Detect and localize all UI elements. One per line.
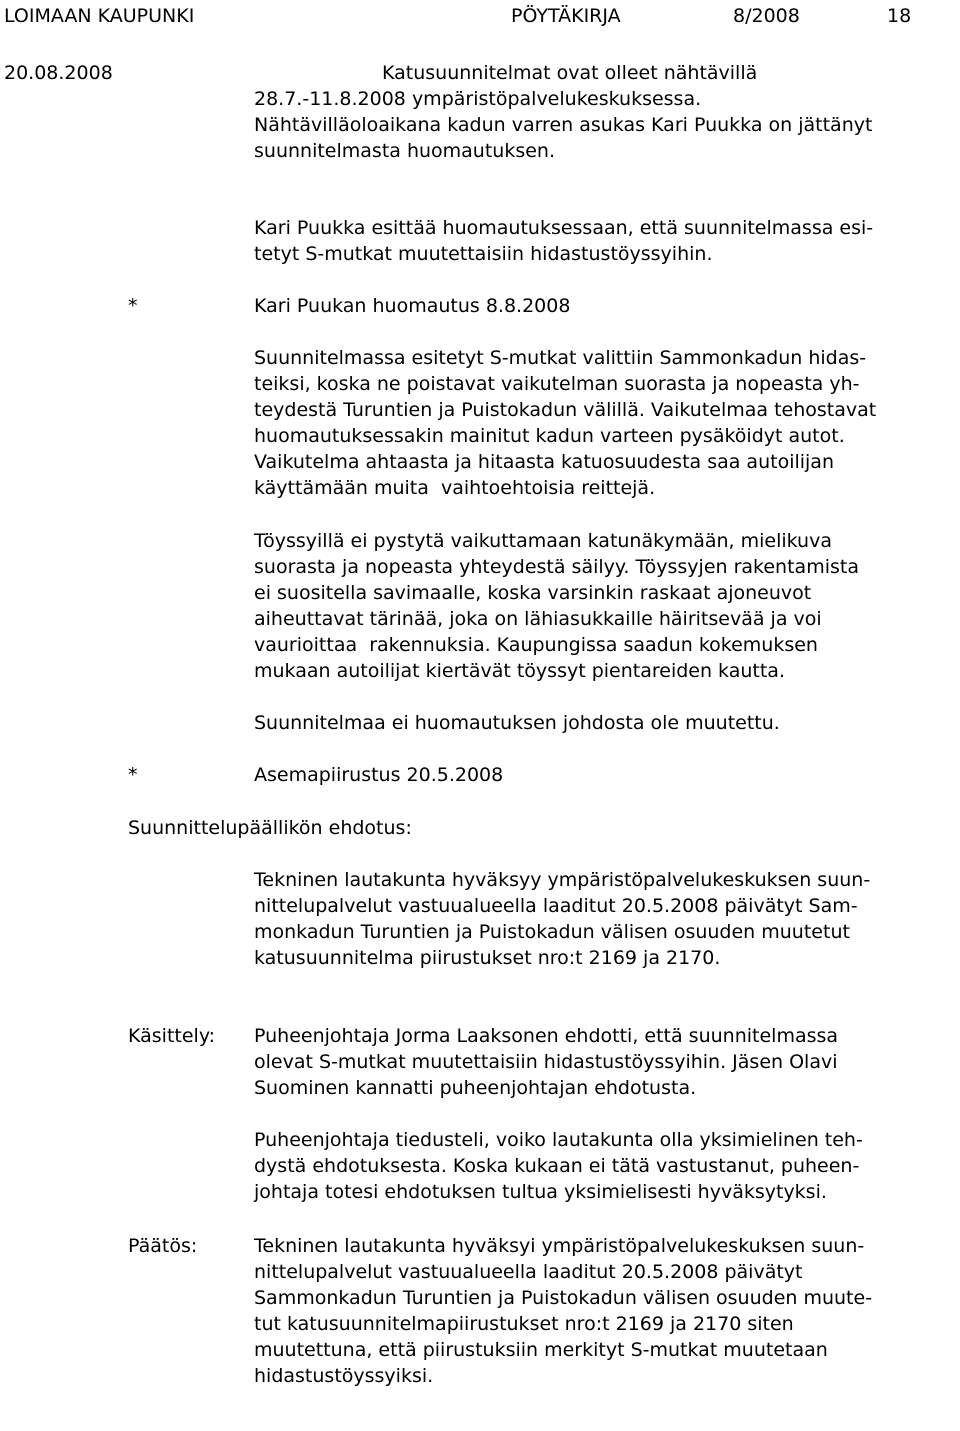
proposal-line: katusuunnitelma piirustukset nro:t 2169 ja 2170.: [254, 947, 721, 969]
conclusion-text: Suunnitelmaa ei huomautuksen johdosta ole muutettu.: [254, 712, 780, 734]
decision-line: nittelupalvelut vastuualueella laaditut 20.5.2008 päivätyt: [254, 1261, 803, 1283]
bumps-line: ei suositella savimaalle, koska varsinkin raskaat ajoneuvot: [254, 582, 812, 604]
handling-line: olevat S-mutkat muutettaisiin hidastustöyssyihin. Jäsen Olavi: [254, 1051, 838, 1073]
handling-label: Käsittely:: [128, 1025, 216, 1047]
response-line: huomautuksessakin mainitut kadun varteen pysäköidyt autot.: [254, 425, 845, 447]
response-line: teiksi, koska ne poistavat vaikutelman suorasta ja nopeasta yh-: [254, 373, 860, 395]
attachment2-text: Asemapiirustus 20.5.2008: [254, 764, 504, 786]
decision-line: Tekninen lautakunta hyväksyi ympäristöpalvelukeskuksen suun-: [254, 1235, 865, 1257]
response-paragraph: [254, 345, 954, 501]
meeting-date: 20.08.2008: [4, 62, 113, 84]
intro-line: Nähtävilläoloaikana kadun varren asukas Kari Puukka on jättänyt: [254, 114, 873, 136]
handling2-paragraph: [254, 1127, 954, 1205]
response-line: Vaikutelma ahtaasta ja hitaasta katuosuudesta saa autoilijan: [254, 451, 834, 473]
handling2-line: dystä ehdotuksesta. Koska kukaan ei tätä vastustanut, puheen-: [254, 1155, 860, 1177]
proposal-paragraph: [254, 867, 954, 971]
handling2-line: johtaja totesi ehdotuksen tultua yksimielisesti hyväksytyksi.: [254, 1181, 827, 1203]
header-doc-type: PÖYTÄKIRJA: [511, 5, 621, 27]
proposal-line: nittelupalvelut vastuualueella laaditut 20.5.2008 päivätyt Sam-: [254, 895, 858, 917]
attachment1-bullet: *: [128, 295, 138, 317]
decision-line: tut katusuunnitelmapiirustukset nro:t 2169 ja 2170 siten: [254, 1313, 794, 1335]
bumps-line: aiheuttavat tärinää, joka on lähiasukkaille häiritsevää ja voi: [254, 608, 822, 630]
decision-line: Sammonkadun Turuntien ja Puistokadun välisen osuuden muute-: [254, 1287, 873, 1309]
proposal-line: Tekninen lautakunta hyväksyy ympäristöpalvelukeskuksen suun-: [254, 869, 871, 891]
remark-line: Kari Puukka esittää huomautuksessaan, että suunnitelmassa esi-: [254, 217, 874, 239]
handling-paragraph: [254, 1023, 954, 1101]
decision-paragraph: [254, 1233, 954, 1389]
intro-line: Katusuunnitelmat ovat olleet nähtävillä: [382, 62, 758, 84]
attachment1-text: Kari Puukan huomautus 8.8.2008: [254, 295, 571, 317]
handling-line: Suominen kannatti puheenjohtajan ehdotusta.: [254, 1077, 697, 1099]
intro-line: 28.7.-11.8.2008 ympäristöpalvelukeskuksessa.: [254, 88, 702, 110]
proposal-line: monkadun Turuntien ja Puistokadun välisen osuuden muutetut: [254, 921, 850, 943]
bumps-line: Töyssyillä ei pystytä vaikuttamaan katunäkymään, mielikuva: [254, 530, 832, 552]
bumps-paragraph: [254, 528, 954, 684]
response-line: Suunnitelmassa esitetyt S-mutkat valittiin Sammonkadun hidas-: [254, 347, 867, 369]
header-page-number: 18: [887, 5, 912, 27]
intro-line: suunnitelmasta huomautuksen.: [254, 140, 556, 162]
header-doc-number: 8/2008: [733, 5, 800, 27]
remark-paragraph: [254, 215, 954, 267]
bumps-line: vaurioittaa rakennuksia. Kaupungissa saadun kokemuksen: [254, 634, 818, 656]
bumps-line: mukaan autoilijat kiertävät töyssyt pientareiden kautta.: [254, 660, 785, 682]
attachment2-bullet: *: [128, 764, 138, 786]
header-org: LOIMAAN KAUPUNKI: [4, 5, 195, 27]
decision-label: Päätös:: [128, 1235, 198, 1257]
remark-line: tetyt S-mutkat muutettaisiin hidastustöyssyihin.: [254, 243, 713, 265]
intro-paragraph: [254, 60, 954, 164]
handling-line: Puheenjohtaja Jorma Laaksonen ehdotti, että suunnitelmassa: [254, 1025, 839, 1047]
decision-line: muutettuna, että piirustuksiin merkityt S-mutkat muutetaan: [254, 1339, 828, 1361]
decision-line: hidastustöyssyiksi.: [254, 1365, 434, 1387]
handling2-line: Puheenjohtaja tiedusteli, voiko lautakunta olla yksimielinen teh-: [254, 1129, 863, 1151]
proposal-label: Suunnittelupäällikön ehdotus:: [128, 817, 412, 839]
bumps-line: suorasta ja nopeasta yhteydestä säilyy. Töyssyjen rakentamista: [254, 556, 859, 578]
response-line: käyttämään muita vaihtoehtoisia reittejä.: [254, 477, 656, 499]
response-line: teydestä Turuntien ja Puistokadun välillä. Vaikutelmaa tehostavat: [254, 399, 877, 421]
